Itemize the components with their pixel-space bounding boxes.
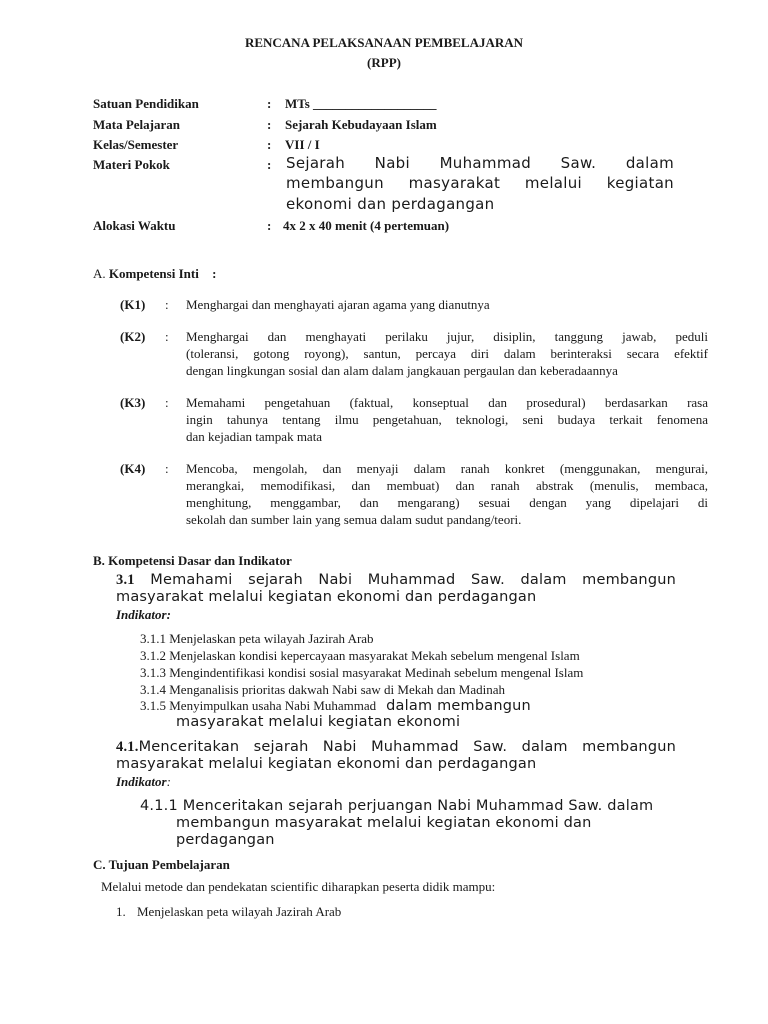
indikator-3-1-2: 3.1.2 Menjelaskan kondisi kepercayaan masyarakat Mekah sebelum mengenal Islam [140,648,580,663]
ki-text-k3-line2: ingin tahunya tentang ilmu pengetahuan, teknologi, seni budaya terkait fenomena [186,412,708,427]
identity-colon: : [267,218,272,233]
indikator-4-1-1-line2: membangun masyarakat melalui kegiatan ekonomi dan [176,815,592,831]
ki-code-k4: (K4) [120,461,146,476]
kd-4-1-text: Menceritakan sejarah Nabi Muhammad Saw. dalam membangun [138,739,676,755]
ki-text-k4-line2: merangkai, memodifikasi, dan membuat) dan ranah abstrak (menulis, membaca, [186,478,708,493]
ki-text-k3-line1: Memahami pengetahuan (faktual, konseptual dan prosedural) berdasarkan rasa [186,395,708,410]
ki-text-k1-line1: Menghargai dan menghayati ajaran agama yang dianutnya [186,297,490,312]
identity-label-kelas: Kelas/Semester [93,137,179,152]
identity-value-materi-line3: ekonomi dan perdagangan [286,195,495,213]
kd-3-1-line2: masyarakat melalui kegiatan ekonomi dan perdagangan [116,589,537,605]
ki-colon: : [165,461,169,476]
identity-colon: : [267,96,272,111]
identity-value-kelas: VII / I [285,137,320,152]
identity-colon: : [267,137,272,152]
tujuan-item-1 [116,903,341,920]
identity-value-mapel: Sejarah Kebudayaan Islam [285,117,437,132]
kd-3-1-line1 [116,572,676,589]
kd-4-1-line1 [116,739,676,756]
kd-3-1-number: 3.1 [116,572,135,588]
ki-colon: : [165,329,169,344]
ki-text-k2-line1: Menghargai dan menghayati perilaku jujur, disiplin, tanggung jawab, peduli [186,329,708,344]
ki-text-k3-line3: dan kejadian tampak mata [186,429,323,444]
section-c-heading: C. Tujuan Pembelajaran [93,857,230,872]
ki-text-k4-line3: menghitung, menggambar, dan mengarang) sesuai dengan yang dipelajari di [186,495,708,510]
document-subtitle: (RPP) [367,55,401,70]
section-b-heading: B. Kompetensi Dasar dan Indikator [93,553,292,568]
ki-text-k2-line3: dengan lingkungan sosial dan alam dalam jangkauan pergaulan dan keberadaannya [186,363,618,378]
kd-4-1-indikator [116,773,171,790]
indikator-3-1-4: 3.1.4 Menganalisis prioritas dakwah Nabi saw di Mekah dan Madinah [140,682,506,697]
identity-value-satuan: MTs ___________________ [285,96,437,111]
identity-label-mapel: Mata Pelajaran [93,117,181,132]
identity-value-alokasi: 4x 2 x 40 menit (4 pertemuan) [283,218,450,233]
tujuan-item-number: 1. [116,904,126,919]
ki-code-k2: (K2) [120,329,146,344]
ki-code-k3: (K3) [120,395,146,410]
section-a-heading [93,265,216,282]
indikator-3-1-5-line2: masyarakat melalui kegiatan ekonomi [176,714,461,730]
identity-colon: : [267,157,272,172]
indikator-3-1-5 [140,697,531,715]
indikator-3-1-5-sans: dalam membangun [386,698,531,714]
ki-colon: : [165,395,169,410]
kd-4-1-line2: masyarakat melalui kegiatan ekonomi dan perdagangan [116,756,537,772]
identity-colon: : [267,117,272,132]
kd-4-1-indikator-label: Indikator [116,774,167,789]
ki-text-k2-line2: (toleransi, gotong royong), santun, percaya diri dalam berinteraksi secara efektif [186,346,708,361]
indikator-3-1-5-serif: 3.1.5 Menyimpulkan usaha Nabi Muhammad [140,698,377,713]
identity-label-satuan: Satuan Pendidikan [93,96,199,111]
indikator-3-1-1: 3.1.1 Menjelaskan peta wilayah Jazirah Arab [140,631,374,646]
indikator-4-1-1-line1: 4.1.1 Menceritakan sejarah perjuangan Nabi Muhammad Saw. dalam [140,798,654,814]
ki-colon: : [165,297,169,312]
ki-text-k4-line1: Mencoba, mengolah, dan menyaji dalam ranah konkret (menggunakan, mengurai, [186,461,708,476]
document-title: RENCANA PELAKSANAAN PEMBELAJARAN [244,35,524,50]
section-a-colon: : [212,266,217,281]
identity-label-alokasi: Alokasi Waktu [93,218,176,233]
ki-code-k1: (K1) [120,297,146,312]
ki-text-k4-line4: sekolah dan sumber lain yang semua dalam sudut pandang/teori. [186,512,522,527]
identity-value-materi-line1: Sejarah Nabi Muhammad Saw. dalam [286,154,674,172]
kd-3-1-text: Memahami sejarah Nabi Muhammad Saw. dalam membangun [150,572,676,588]
kd-4-1-indikator-colon: : [166,774,171,789]
tujuan-item-text: Menjelaskan peta wilayah Jazirah Arab [137,904,342,919]
kd-4-1-number: 4.1. [116,739,139,755]
identity-value-materi-line2: membangun masyarakat melalui kegiatan [286,174,674,192]
indikator-4-1-1-line3: perdagangan [176,832,275,848]
kd-3-1-indikator-label: Indikator: [116,607,171,622]
identity-label-materi: Materi Pokok [93,157,170,172]
indikator-3-1-3: 3.1.3 Mengindentifikasi kondisi sosial masyarakat Medinah sebelum mengenal Islam [140,665,584,680]
section-c-intro: Melalui metode dan pendekatan scientific diharapkan peserta didik mampu: [101,879,496,894]
section-a-letter: A. [93,266,106,281]
section-a-title: Kompetensi Inti [108,266,199,281]
